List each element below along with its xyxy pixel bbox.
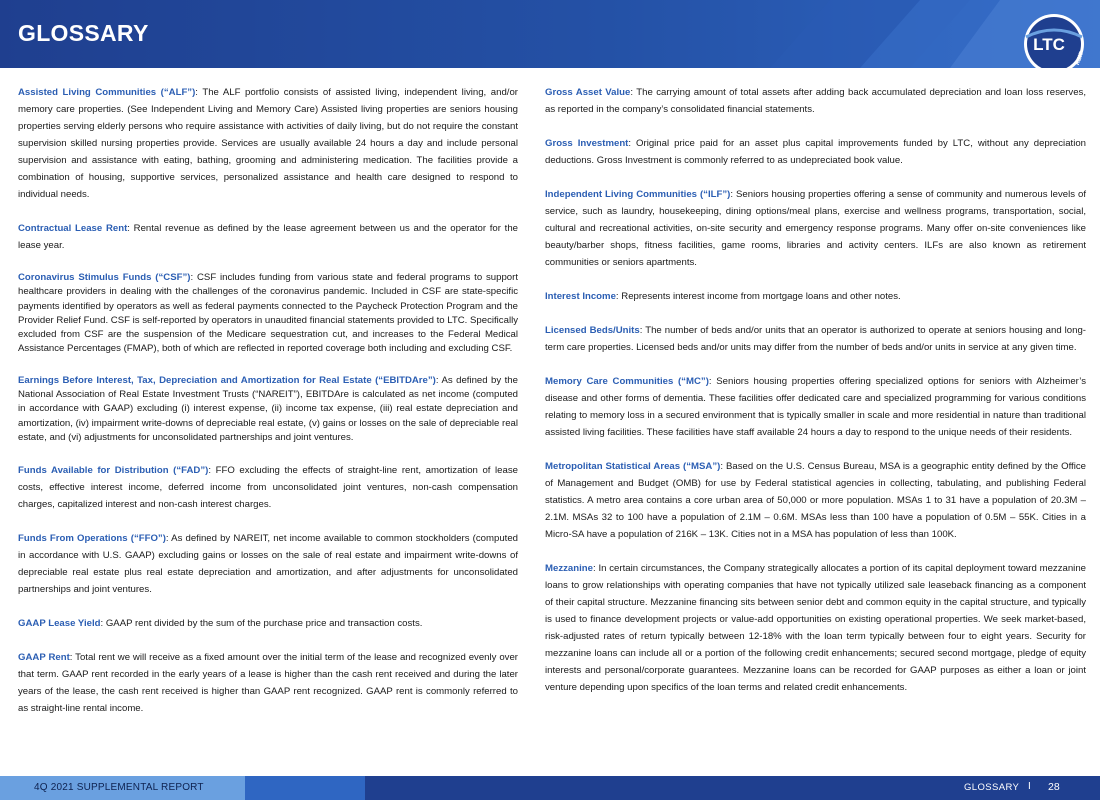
glossary-definition: GAAP rent divided by the sum of the purchase price and transaction costs. bbox=[105, 618, 423, 630]
glossary-definition: Based on the U.S. Census Bureau, MSA is a geographic entity defined by the Office of Management and Budget (OMB) for use by Federal statistical agencies in collecting, tabulating, and publishing Federal statistics. A metro area contains a core urban area of 50,000 or more population. MSAs 1 to 31 have a population of 20.3M – 2.1M. MSAs 32 to 100 have a population of 2.1M – 0.6M. MSAs less than 100 have a population of 0.5M – 55K. Cities in a Micro-SA have a population of 216K – 13K. Cities not in a MSA has population of less than 100K. bbox=[545, 461, 1086, 540]
footer-mid-block bbox=[245, 776, 365, 800]
glossary-entry-fad: Funds Available for Distribution (“FAD”): FFO excluding the effects of straight-line rent, amortization of lease costs, effective interest income, deferred income from unconsolidated joint ventures, non-cash compensation charges, capitalized interest and non-cash interest charges. bbox=[18, 465, 518, 511]
glossary-definition: The carrying amount of total assets after adding back accumulated depreciation and loan loss reserves, as reported in the company’s consolidated financial statements. bbox=[545, 87, 1086, 115]
glossary-term: GAAP Lease Yield bbox=[18, 618, 101, 630]
glossary-definition: CSF includes funding from various state and federal programs to support healthcare providers in dealing with the challenges of the coronavirus pandemic. Included in CSF are state-specific payments identified by operators as well as federal payments connected to the Paycheck Protection Program and the Provider Relief Fund. CSF is self-reported by operators in unaudited financial statements provided to LTC. Specifically excluded from CSF are the suspension of the Medicare sequestration cut, and increases to the Federal Medical Assistance Percentages (FMAP), both of which are reflected in reported coverage both including and excluding CSF. bbox=[18, 272, 519, 355]
glossary-term: Funds From Operations (“FFO”) bbox=[18, 533, 166, 545]
glossary-definition: Represents interest income from mortgage loans and other notes. bbox=[621, 291, 901, 302]
footer-section-name: GLOSSARY bbox=[964, 782, 1020, 793]
footer-separator: I bbox=[1028, 781, 1031, 792]
glossary-term: Gross Investment bbox=[545, 138, 629, 149]
glossary-definition: The ALF portfolio consists of assisted living, independent living, and/or memory care properties. (See Independent Living and Memory Care) Assisted living properties are seniors housing properties serving elderly persons who require assistance with activities of daily living, but do not require the constant supervision skilled nursing properties provide. Services are usually available 24 hours a day and include personal supervision and assistance with eating, bathing, grooming and administering medication. The facilities provide a combination of housing, supportive services, personalized assistance and health care designed to respond to individual needs. bbox=[18, 87, 518, 200]
glossary-term: Metropolitan Statistical Areas (“MSA”) bbox=[545, 461, 721, 472]
glossary-entry-gaap-lease-yield: GAAP Lease Yield: GAAP rent divided by the sum of the purchase price and transaction costs. bbox=[18, 618, 423, 630]
glossary-entry-msa: Metropolitan Statistical Areas (“MSA”): Based on the U.S. Census Bureau, MSA is a geographic entity defined by the Office of Management and Budget (OMB) for use by Federal statistical agencies in collecting, tabulating, and publishing Federal statistics. A metro area contains a core urban area of 50,000 or more population. MSAs 1 to 31 have a population of 20.3M – 2.1M. MSAs 32 to 100 have a population of 2.1M – 0.6M. MSAs less than 100 have a population of 0.5M – 55K. Cities in a Micro-SA have a population of 216K – 13K. Cities not in a MSA has population of less than 100K. bbox=[545, 461, 1086, 540]
glossary-definition: Rental revenue as defined by the lease agreement between us and the operator for the lease year. bbox=[18, 223, 518, 251]
glossary-entry-gaap-rent: GAAP Rent: Total rent we will receive as a fixed amount over the initial term of the lease and recognized evenly over that term. GAAP rent recorded in the early years of a lease is higher than the cash rent received and during the later years of the lease, the cash rent received is higher than GAAP rent recognized. GAAP rent is commonly referred to as straight-line rental income. bbox=[18, 652, 518, 715]
glossary-term: GAAP Rent bbox=[18, 652, 70, 664]
glossary-definition: As defined by the National Association of Real Estate Investment Trusts (“NAREIT”), EBITDAre is calculated as net income (computed in accordance with GAAP) excluding (i) interest expense, (ii) income tax expense, (iii) real estate depreciation and amortization, (iv) impairment write-downs of depreciable real estate, (v) gains or losses on the sale of depreciable real estate, and (vi) adjustments for unconsolidated partnerships and joint ventures. bbox=[18, 374, 518, 443]
glossary-definition: As defined by NAREIT, net income available to common stockholders (computed in accordance with U.S. GAAP) excluding gains or losses on the sale of real estate and impairment write-downs of depreciable real estate plus real estate depreciation and amortization, and after adjustments for unconsolidated partnerships and joint ventures. bbox=[18, 533, 518, 596]
glossary-term: Licensed Beds/Units bbox=[545, 325, 640, 336]
glossary-definition: Original price paid for an asset plus capital improvements funded by LTC, without any depreciation deductions. Gross Investment is commonly referred to as undepreciated book value. bbox=[545, 138, 1086, 166]
glossary-term: Interest Income bbox=[545, 291, 616, 302]
glossary-entry-contractual-lease-rent: Contractual Lease Rent: Rental revenue as defined by the lease agreement between us and the operator for the lease year. bbox=[18, 223, 518, 251]
glossary-entry-mezzanine: Mezzanine: In certain circumstances, the Company strategically allocates a portion of its capital deployment toward mezzanine loans to grow relationships with operating companies that have not typically utilized sale leaseback financing as a component of their capital structure. Mezzanine financing sits between senior debt and common equity in the capital structure, and typically is used to finance development projects or value-add opportunities on existing operational properties. We seek market-based, risk-adjusted rates of return typically between 12-18% with the loan term typically between four to eight years. Security for mezzanine loans can include all or a portion of the following credit enhancements; secured second mortgage, pledge of equity interests and personal/corporate guarantees. Mezzanine loans can be recorded for GAAP purposes as either a loan or joint venture depending upon specifics of the loan terms and related credit enhancements. bbox=[545, 563, 1086, 693]
glossary-entry-gross-investment: Gross Investment: Original price paid for an asset plus capital improvements funded by LTC, without any depreciation deductions. Gross Investment is commonly referred to as undepreciated book value. bbox=[545, 138, 1086, 166]
glossary-term: Contractual Lease Rent bbox=[18, 223, 128, 234]
glossary-right-column bbox=[545, 84, 1086, 713]
glossary-definition: Seniors housing properties offering specialized options for seniors with Alzheimer’s disease and other forms of dementia. These facilities offer dedicated care and specialized programming for various conditions relating to memory loss in a secured environment that is typically smaller in scale and more residential in nature than traditional assisted living facilities. These facilities have staff available 24 hours a day to respond to the unique needs of their residents. bbox=[545, 376, 1086, 438]
glossary-entry-licensed-beds: Licensed Beds/Units: The number of beds and/or units that an operator is authorized to operate at seniors housing and long-term care properties. Licensed beds and/or units may differ from the number of beds and/or units in service at any given time. bbox=[545, 325, 1086, 353]
glossary-entry-mc: Memory Care Communities (“MC”): Seniors housing properties offering specialized options for seniors with Alzheimer’s disease and other forms of dementia. These facilities offer dedicated care and specialized programming for various conditions relating to memory loss in a secured environment that is typically smaller in scale and more residential in nature than traditional assisted living facilities. These facilities have staff available 24 hours a day to respond to the unique needs of their residents. bbox=[545, 376, 1086, 438]
glossary-definition: The number of beds and/or units that an operator is authorized to operate at seniors housing and long-term care properties. Licensed beds and/or units may differ from the number of beds and/or units in service at any given time. bbox=[545, 325, 1086, 353]
logo-text: LTC bbox=[1033, 35, 1065, 54]
glossary-term: Funds Available for Distribution (“FAD”) bbox=[18, 465, 209, 477]
glossary-term: Memory Care Communities (“MC”) bbox=[545, 376, 709, 387]
glossary-term: Gross Asset Value bbox=[545, 87, 631, 98]
footer-page-number: 28 bbox=[1048, 781, 1060, 793]
glossary-entry-gross-asset-value: Gross Asset Value: The carrying amount of total assets after adding back accumulated depreciation and loan loss reserves, as reported in the company’s consolidated financial statements. bbox=[545, 87, 1086, 115]
glossary-term: Earnings Before Interest, Tax, Depreciation and Amortization for Real Estate (“EBITDAre”) bbox=[18, 374, 436, 386]
glossary-term: Coronavirus Stimulus Funds (“CSF”) bbox=[18, 272, 191, 283]
glossary-entry-ilf: Independent Living Communities (“ILF”): Seniors housing properties offering a sense of community and numerous levels of service, such as laundry, housekeeping, dining options/meal plans, exercise and wellness programs, transportation, social, cultural and recreational activities, on-site security and emergency response programs. Many offer on-site conveniences like beauty/barber shops, fitness facilities, game rooms, libraries and activity centers. ILFs are also known as retirement communities or seniors apartments. bbox=[545, 189, 1086, 268]
page-header bbox=[0, 0, 1100, 68]
glossary-definition: Total rent we will receive as a fixed amount over the initial term of the lease and recognized evenly over that term. GAAP rent recorded in the early years of a lease is higher than the cash rent received and during the later years of the lease, the cash rent received is higher than GAAP rent recognized. GAAP rent is commonly referred to as straight-line rental income. bbox=[18, 652, 518, 715]
glossary-entry-csf: Coronavirus Stimulus Funds (“CSF”): CSF includes funding from various state and federal programs to support healthcare providers in dealing with the challenges of the coronavirus pandemic. Included in CSF are state-specific payments identified by operators as well as federal payments connected to the Paycheck Protection Program and the Provider Relief Fund. CSF is self-reported by operators in unaudited financial statements provided to LTC. Specifically excluded from CSF are the suspension of the Medicare sequestration cut, and increases to the Federal Medical Assistance Percentages (FMAP), both of which are reflected in reported coverage both including and excluding CSF. bbox=[18, 272, 519, 355]
glossary-entry-ffo: Funds From Operations (“FFO”): As defined by NAREIT, net income available to common stockholders (computed in accordance with U.S. GAAP) excluding gains or losses on the sale of real estate and impairment write-downs of depreciable real estate plus real estate depreciation and amortization, and after adjustments for unconsolidated partnerships and joint ventures. bbox=[18, 533, 518, 596]
glossary-entry-alf: Assisted Living Communities (“ALF”): The ALF portfolio consists of assisted living, independent living, and/or memory care properties. (See Independent Living and Memory Care) Assisted living properties are seniors housing properties serving elderly persons who require assistance with activities of daily living, but do not require the constant supervision skilled nursing properties provide. Services are usually available 24 hours a day and include personal supervision and assistance with eating, bathing, grooming and administering medication. The facilities provide a combination of housing, supportive services, personalized assistance and health care designed to respond to individual needs. bbox=[18, 87, 518, 200]
glossary-term: Assisted Living Communities (“ALF”) bbox=[18, 87, 196, 98]
glossary-left-column bbox=[18, 84, 518, 734]
glossary-definition: In certain circumstances, the Company strategically allocates a portion of its capital deployment toward mezzanine loans to grow relationships with operating companies that have not typically utilized sale leaseback financing as a component of their capital structure. Mezzanine financing sits between senior debt and common equity in the capital structure, and typically is used to finance development projects or value-add opportunities on existing operational properties. We seek market-based, risk-adjusted rates of return typically between 12-18% with the loan term typically between four to eight years. Security for mezzanine loans can include all or a portion of the following credit enhancements; secured second mortgage, pledge of equity interests and personal/corporate guarantees. Mezzanine loans can be recorded for GAAP purposes as either a loan or joint venture depending upon specifics of the loan terms and related credit enhancements. bbox=[545, 563, 1086, 693]
glossary-definition: Seniors housing properties offering a sense of community and numerous levels of service, such as laundry, housekeeping, dining options/meal plans, exercise and wellness programs, transportation, social, cultural and recreational activities, on-site security and emergency response programs. Many offer on-site conveniences like beauty/barber shops, fitness facilities, game rooms, libraries and activity centers. ILFs are also known as retirement communities or seniors apartments. bbox=[545, 189, 1086, 268]
glossary-entry-ebitdare: Earnings Before Interest, Tax, Depreciation and Amortization for Real Estate (“EBITDAre”): As defined by the National Association of Real Estate Investment Trusts (“NAREIT”), EBITDAre is calculated as net income (computed in accordance with GAAP) excluding (i) interest expense, (ii) income tax expense, (iii) real estate depreciation and amortization, (iv) impairment write-downs of depreciable real estate, (v) gains or losses on the sale of depreciable real estate, and (vi) adjustments for unconsolidated partnerships and joint ventures. bbox=[18, 374, 518, 443]
page-footer bbox=[0, 776, 1100, 800]
glossary-definition: FFO excluding the effects of straight-line rent, amortization of lease costs, effective interest income, deferred income from unconsolidated joint ventures, non-cash compensation charges, capitalized interest and non-cash interest charges. bbox=[18, 465, 518, 511]
logo-subtext: REIT bbox=[1074, 51, 1086, 67]
page-title: GLOSSARY bbox=[18, 20, 149, 46]
glossary-entry-interest-income: Interest Income: Represents interest income from mortgage loans and other notes. bbox=[545, 291, 901, 302]
footer-report-title: 4Q 2021 SUPPLEMENTAL REPORT bbox=[34, 782, 204, 793]
glossary-term: Mezzanine bbox=[545, 563, 593, 574]
glossary-term: Independent Living Communities (“ILF”) bbox=[545, 189, 731, 200]
ltc-reit-logo-icon bbox=[1012, 7, 1096, 68]
